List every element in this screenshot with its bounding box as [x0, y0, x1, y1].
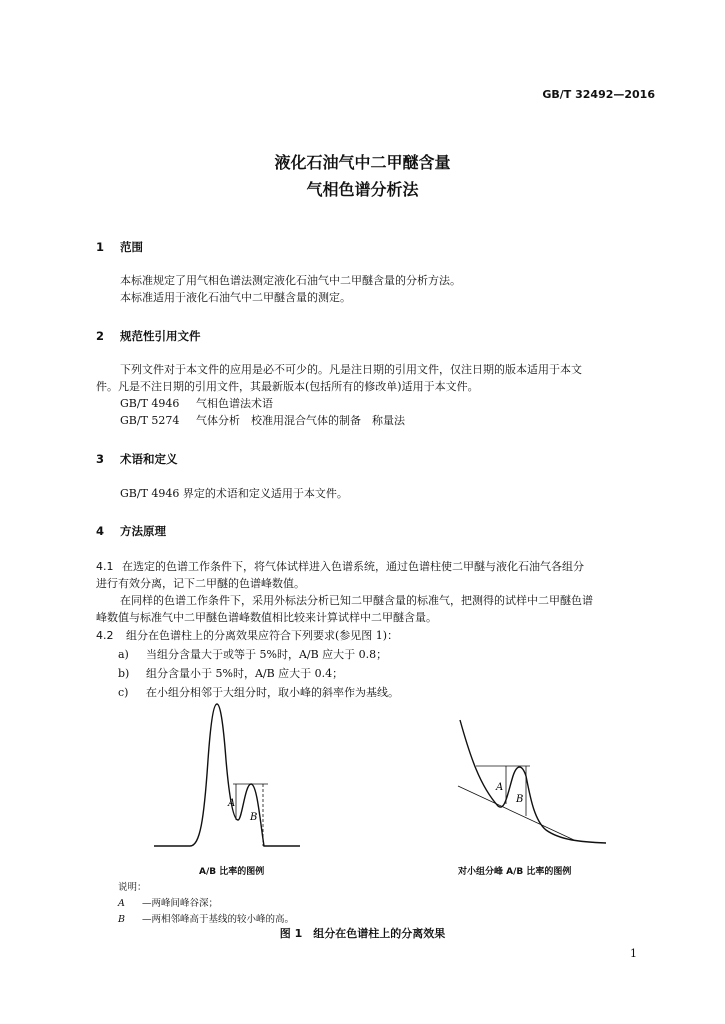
figure-note-item: B —两相邻峰高于基线的较小峰的高。 [118, 914, 295, 925]
section-2-heading: 2 规范性引用文件 [96, 329, 201, 343]
section-2-para-line2: 件。凡是不注日期的引用文件，其最新版本(包括所有的修改单)适用于本文件。 [96, 380, 479, 393]
figure-note-title: 说明： [118, 882, 147, 893]
figure-left-peaks [150, 700, 310, 850]
figure-right-caption: 对小组分峰 A/B 比率的图例 [458, 867, 572, 877]
standard-number: GB/T 32492—2016 [542, 88, 655, 101]
section-3-para: GB/T 4946 界定的术语和定义适用于本文件。 [120, 487, 348, 500]
clause-4-1-line4: 峰数值与标准气中二甲醚色谱峰数值相比较来计算试样中二甲醚含量。 [96, 611, 437, 624]
figure-note-item: A —两峰间峰谷深； [118, 898, 219, 909]
clause-4-1-line1: 4.1 在选定的色谱工作条件下，将气体试样进入色谱系统，通过色谱柱使二甲醚与液化石油气各组分 [96, 560, 584, 573]
label-A: A [228, 798, 236, 809]
doc-title-line2: 气相色谱分析法 [306, 180, 419, 199]
section-3-heading: 3 术语和定义 [96, 452, 178, 466]
section-1-heading: 1 范围 [96, 240, 143, 254]
figure-left-caption: A/B 比率的图例 [199, 867, 265, 877]
section-1-para-2: 本标准适用于液化石油气中二甲醚含量的测定。 [120, 291, 351, 304]
figure-caption: 图 1 组分在色谱柱上的分离效果 [279, 927, 446, 940]
list-item-c: c) 在小组分相邻于大组分时，取小峰的斜率作为基线。 [118, 686, 399, 699]
section-2-para-line1: 下列文件对于本文件的应用是必不可少的。凡是注日期的引用文件，仅注日期的版本适用于本文 [120, 363, 582, 376]
page-number: 1 [630, 947, 637, 960]
section-1-para-1: 本标准规定了用气相色谱法测定液化石油气中二甲醚含量的分析方法。 [120, 274, 461, 287]
figure-right-peaks [450, 716, 610, 846]
section-4-heading: 4 方法原理 [96, 524, 166, 538]
label-B: B [250, 812, 258, 823]
label-A: A [496, 782, 504, 793]
label-B: B [516, 794, 524, 805]
list-item-a: a) 当组分含量大于或等于 5%时，A/B 应大于 0.8； [118, 648, 388, 661]
list-item-b: b) 组分含量小于 5%时，A/B 应大于 0.4； [118, 667, 344, 680]
clause-4-1-line3: 在同样的色谱工作条件下，采用外标法分析已知二甲醚含量的标准气，把测得的试样中二甲醚色谱 [120, 594, 593, 607]
clause-4-1-line2: 进行有效分离，记下二甲醚的色谱峰数值。 [96, 577, 305, 590]
reference-item: GB/T 4946 气相色谱法术语 [120, 397, 273, 410]
clause-4-2: 4.2 组分在色谱柱上的分离效果应符合下列要求(参见图 1)： [96, 629, 399, 642]
reference-item: GB/T 5274 气体分析 校准用混合气体的制备 称量法 [120, 414, 405, 427]
doc-title-line1: 液化石油气中二甲醚含量 [274, 153, 451, 172]
